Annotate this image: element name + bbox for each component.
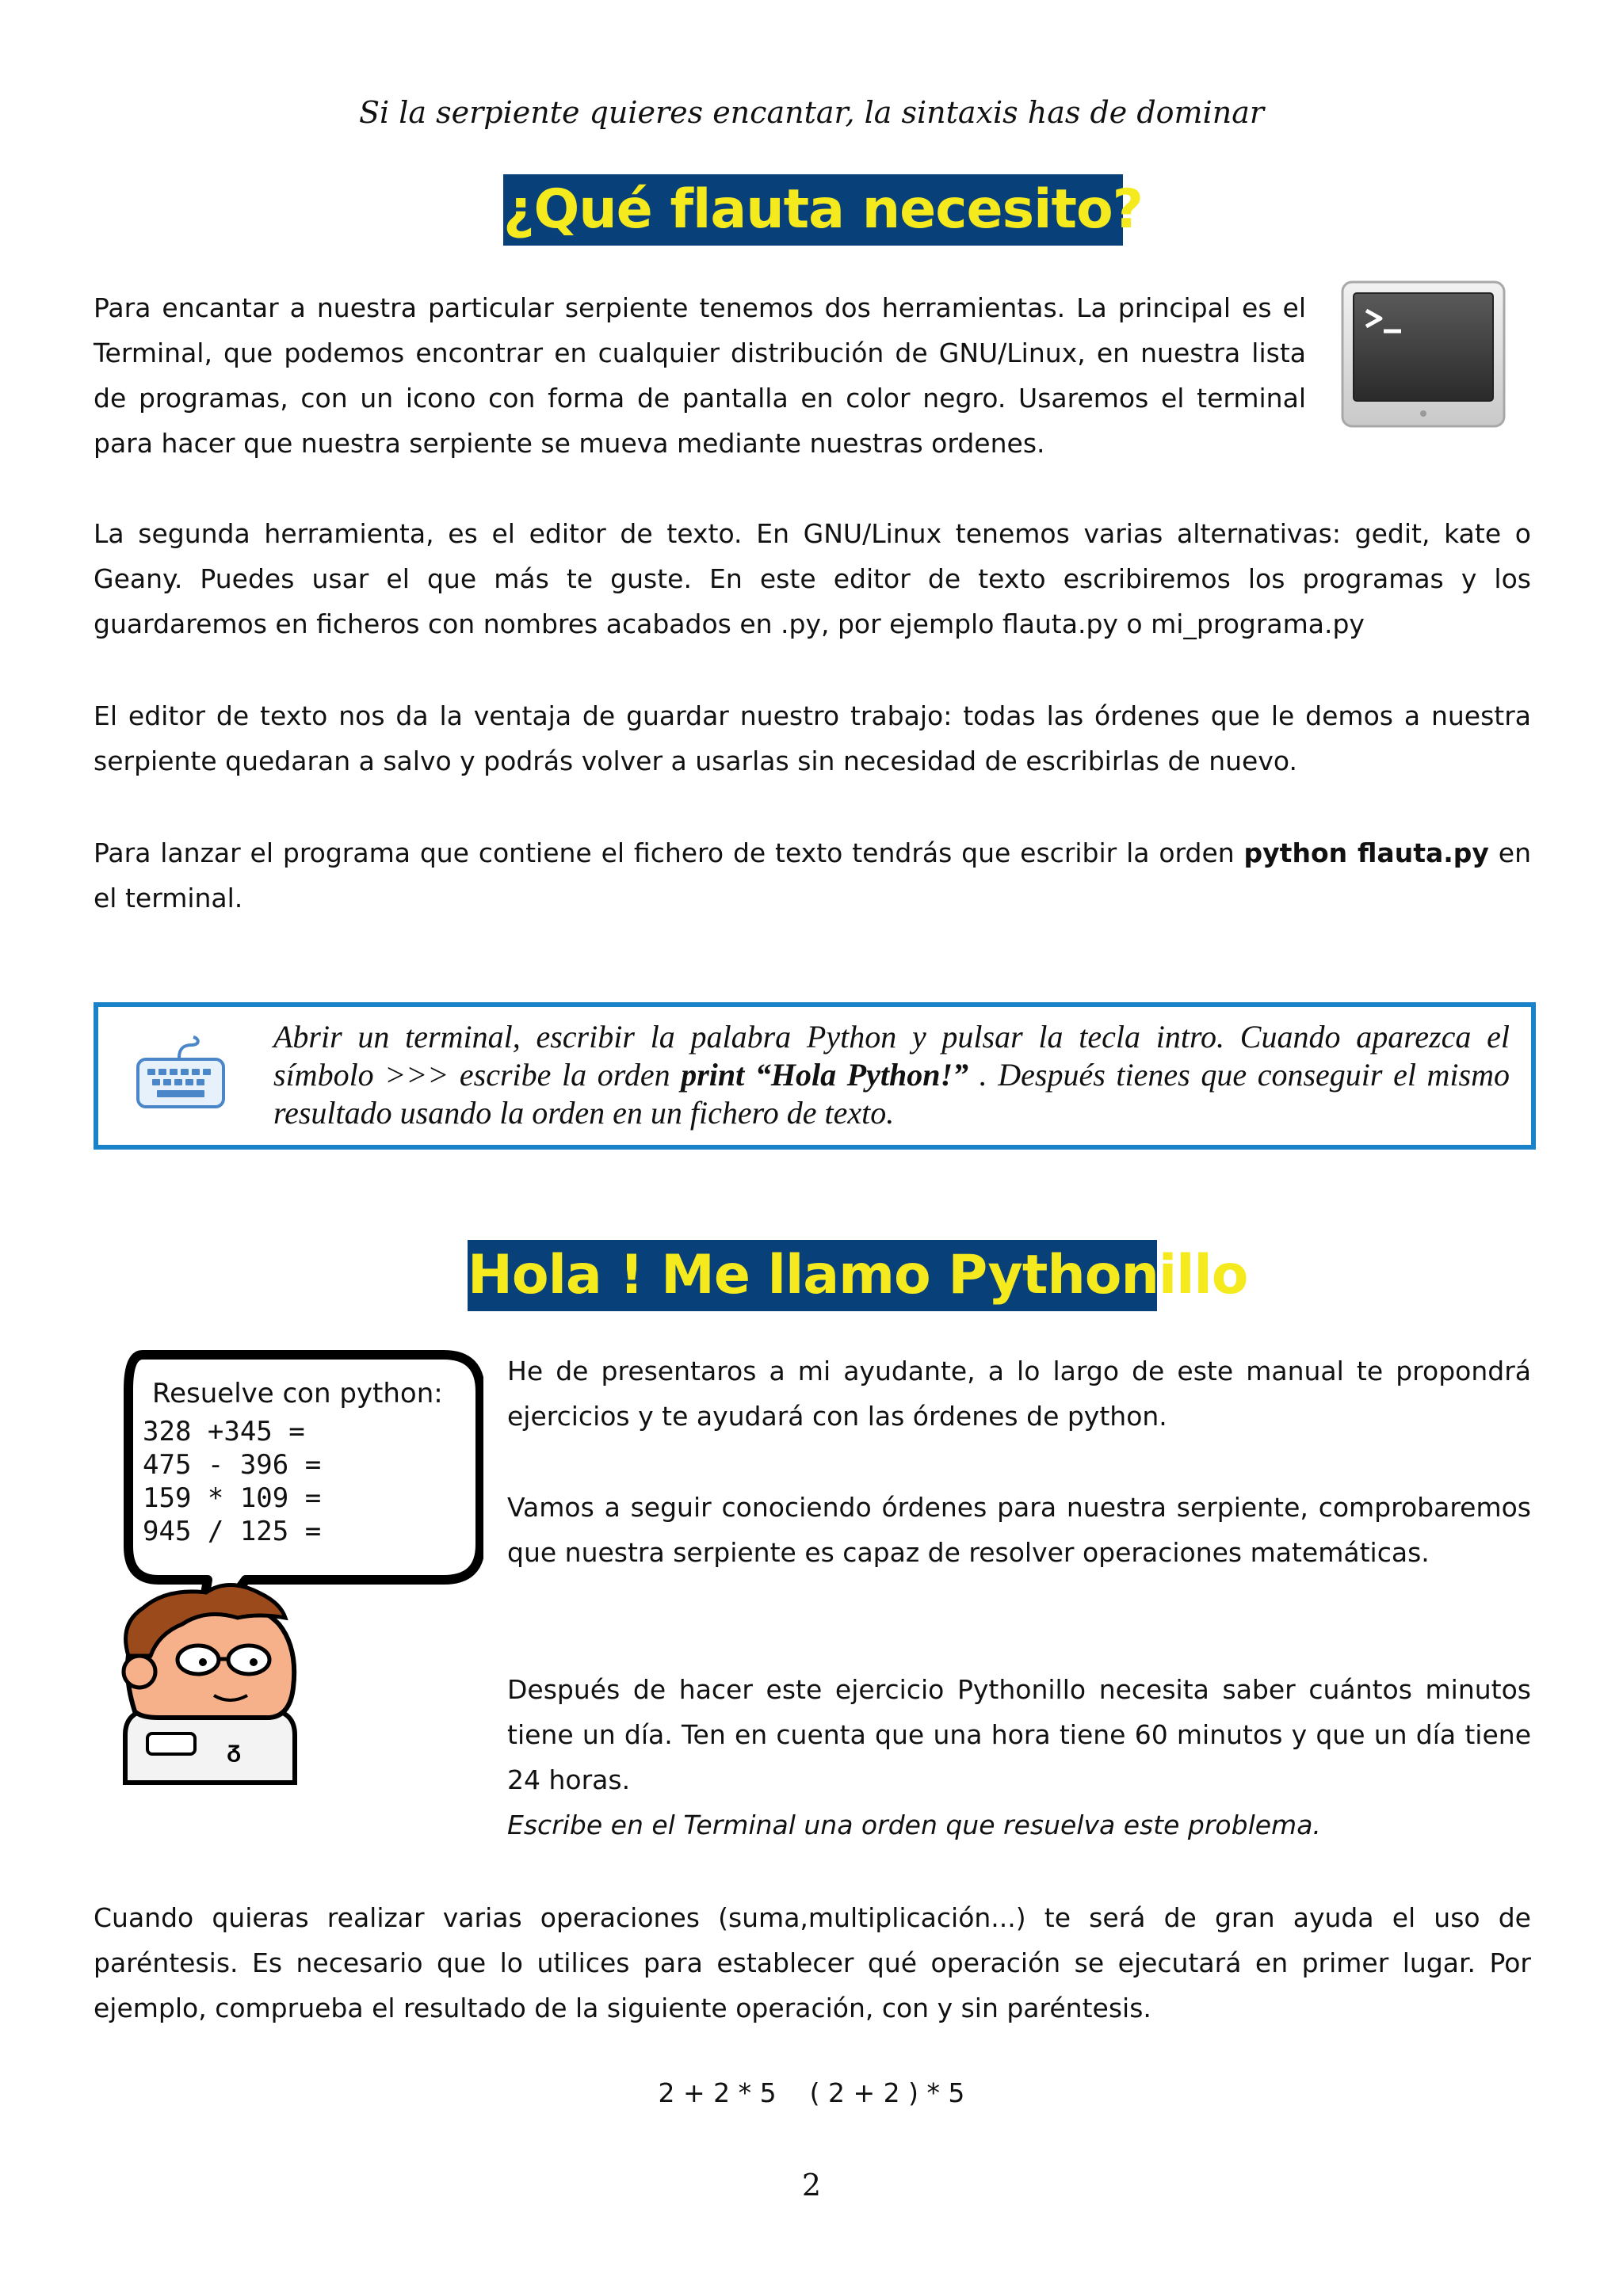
section-title-pythonillo: Hola ! Me llamo Pythonillo [468, 1240, 1157, 1311]
exercise-text-end: . Después tienes que conseguir el mismo resultado usando la orden en un fichero de texto. [273, 1057, 1510, 1131]
pythonillo-character-illustration [111, 1339, 483, 1798]
header-tagline: Si la serpiente quieres encantar, la sintaxis has de dominar [358, 95, 1265, 130]
formula-example: 2 + 2 * 5 ( 2 + 2 ) * 5 [658, 2077, 965, 2108]
paragraph-parentesis: Cuando quieras realizar varias operaciones (suma,multiplicación...) te será de gran ayuda el uso de paréntesis. Es necesario que lo utilices para establecer qué operación se ejecutará en primer lugar. Por ejemplo, comprueba el resultado de la siguiente operación, con y sin paréntesis. [94, 1902, 1531, 2023]
command-python-flauta: python flauta.py [1243, 837, 1489, 868]
minutos-instruction: Escribe en el Terminal una orden que resuelva este problema. [507, 1810, 1321, 1840]
lanzar-text-end: en el terminal. [94, 837, 1531, 913]
terminal-icon [1339, 279, 1507, 429]
keyboard-icon [133, 1034, 228, 1113]
bubble-line-3: 159 * 109 = [143, 1482, 322, 1514]
paragraph-ayudante: He de presentaros a mi ayudante, a lo largo de este manual te propondrá ejercicios y te ayudará con las órdenes de python. [507, 1356, 1531, 1432]
lanzar-text: Para lanzar el programa que contiene el fichero de texto tendrás que escribir la orden [94, 837, 1244, 868]
exercise-text [273, 1018, 1510, 1132]
paragraph-minutos [507, 1667, 1531, 1848]
paragraph-terminal: Para encantar a nuestra particular serpiente tenemos dos herramientas. La principal es el Terminal, que podemos encontrar en cualquier distribución de GNU/Linux, en nuestra lista de programas, con un icono con forma de pantalla en color negro. Usaremos el terminal para hacer que nuestra serpiente se mueva mediante nuestras ordenes. [94, 292, 1306, 459]
bubble-line-2: 475 - 396 = [143, 1449, 322, 1481]
paragraph-ventaja: El editor de texto nos da la ventaja de guardar nuestro trabajo: todas las órdenes que le demos a nuestra serpiente quedaran a salvo y podrás volver a usarlas sin necesidad de escribirlas de nuevo. [94, 700, 1531, 776]
minutos-text: Después de hacer este ejercicio Pythonillo necesita saber cuántos minutos tiene un día. Ten en cuenta que una hora tiene 60 minutos y que un día tiene 24 horas. [507, 1674, 1531, 1795]
paragraph-editor: La segunda herramienta, es el editor de texto. En GNU/Linux tenemos varias alternativas: gedit, kate o Geany. Puedes usar el que más te guste. En este editor de texto escribiremos los programas y los guardaremos en ficheros con nombres acabados en .py, por ejemplo flauta.py o mi_programa.py [94, 518, 1531, 639]
page-number: 2 [801, 2168, 822, 2203]
bubble-line-1: 328 +345 = [143, 1416, 305, 1447]
svg-text:ᵹ: ᵹ [227, 1736, 242, 1764]
exercise-command: print “Hola Python!” [681, 1057, 969, 1093]
bubble-title: Resuelve con python: [152, 1378, 443, 1409]
paragraph-ordenes: Vamos a seguir conociendo órdenes para nuestra serpiente, comprobaremos que nuestra serpiente es capaz de resolver operaciones matemáticas. [507, 1492, 1531, 1568]
bubble-line-4: 945 / 125 = [143, 1516, 322, 1547]
paragraph-lanzar [94, 830, 1531, 921]
exercise-text-start: Abrir un terminal, escribir la palabra Python y pulsar la tecla intro. Cuando aparezca el símbolo >>> escribe la orden [273, 1019, 1510, 1093]
section-title-flauta: ¿Qué flauta necesito? [503, 174, 1123, 246]
